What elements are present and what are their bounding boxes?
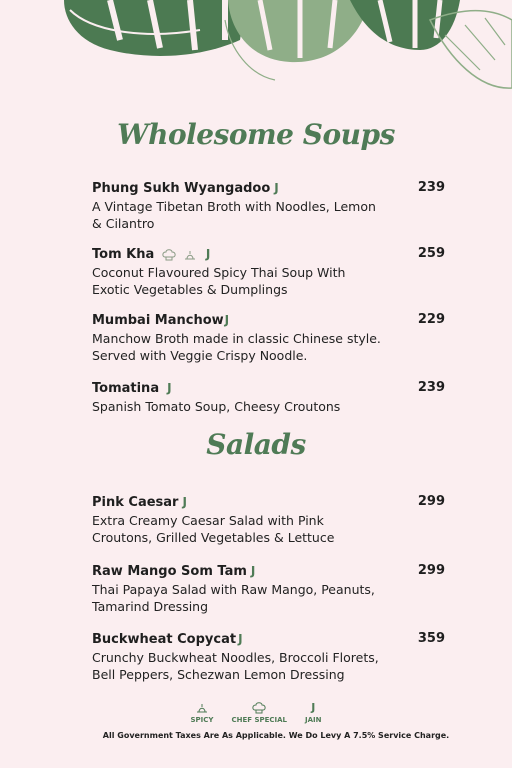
item-description: Coconut Flavoured Spicy Thai Soup With Exotic Vegetables & Dumplings	[92, 265, 346, 297]
item-description: Thai Papaya Salad with Raw Mango, Peanuts, Tamarind Dressing	[92, 582, 375, 614]
item-name: Buckwheat Copycat	[92, 632, 237, 647]
jain-tag: J	[205, 247, 211, 261]
spicy-icon	[195, 702, 209, 714]
jain-tag: J	[182, 495, 187, 509]
item-price: 239	[417, 380, 445, 395]
item-name: Tom Kha	[92, 247, 155, 262]
menu-item	[92, 246, 452, 298]
menu-item	[92, 494, 452, 546]
item-name: Tomatina	[92, 381, 160, 396]
legend	[0, 702, 512, 724]
chef-special-icon	[162, 249, 176, 261]
item-price: 259	[417, 246, 445, 261]
item-price: 299	[417, 494, 445, 509]
menu-item	[92, 563, 452, 615]
jain-tag: J	[250, 564, 256, 578]
jain-tag: J	[311, 701, 316, 714]
legend-label: CHEF SPECIAL	[231, 716, 288, 724]
legend-label: JAIN	[305, 716, 322, 724]
item-description: Spanish Tomato Soup, Cheesy Croutons	[92, 399, 341, 414]
item-description: A Vintage Tibetan Broth with Noodles, Lemon & Cilantro	[92, 199, 376, 231]
monstera-leaves-decoration	[0, 0, 512, 100]
item-description: Extra Creamy Caesar Salad with Pink Croutons, Grilled Vegetables & Lettuce	[92, 513, 335, 545]
item-price: 239	[417, 180, 445, 195]
section-title-soups: Wholesome Soups	[117, 118, 395, 151]
item-price: 229	[417, 312, 445, 327]
jain-tag: J	[274, 181, 279, 195]
footer-note: All Government Taxes Are As Applicable. We Do Levy A 7.5% Service Charge.	[102, 731, 450, 740]
item-name: Pink Caesar	[92, 495, 179, 510]
spicy-icon	[183, 249, 197, 261]
menu-item	[92, 380, 452, 415]
jain-tag: J	[224, 313, 230, 327]
item-price: 299	[417, 563, 445, 578]
item-description: Manchow Broth made in classic Chinese style. Served with Veggie Crispy Noodle.	[92, 331, 381, 363]
legend-spicy	[190, 702, 213, 724]
item-description: Crunchy Buckwheat Noodles, Broccoli Florets, Bell Peppers, Schezwan Lemon Dressing	[92, 650, 379, 682]
item-name: Mumbai Manchow	[92, 313, 224, 328]
item-name: Raw Mango Som Tam	[92, 564, 247, 579]
chef-special-icon	[252, 702, 266, 714]
item-price: 359	[417, 631, 445, 646]
section-title-salads: Salads	[206, 428, 306, 461]
legend-label: SPICY	[190, 716, 214, 724]
legend-chef-special	[231, 702, 287, 724]
legend-jain	[305, 702, 322, 724]
jain-tag: J	[238, 632, 243, 646]
menu-item	[92, 631, 452, 683]
jain-tag: J	[167, 381, 172, 395]
menu-item	[92, 312, 452, 364]
item-name: Phung Sukh Wyangadoo	[92, 181, 271, 196]
menu-item	[92, 180, 452, 232]
